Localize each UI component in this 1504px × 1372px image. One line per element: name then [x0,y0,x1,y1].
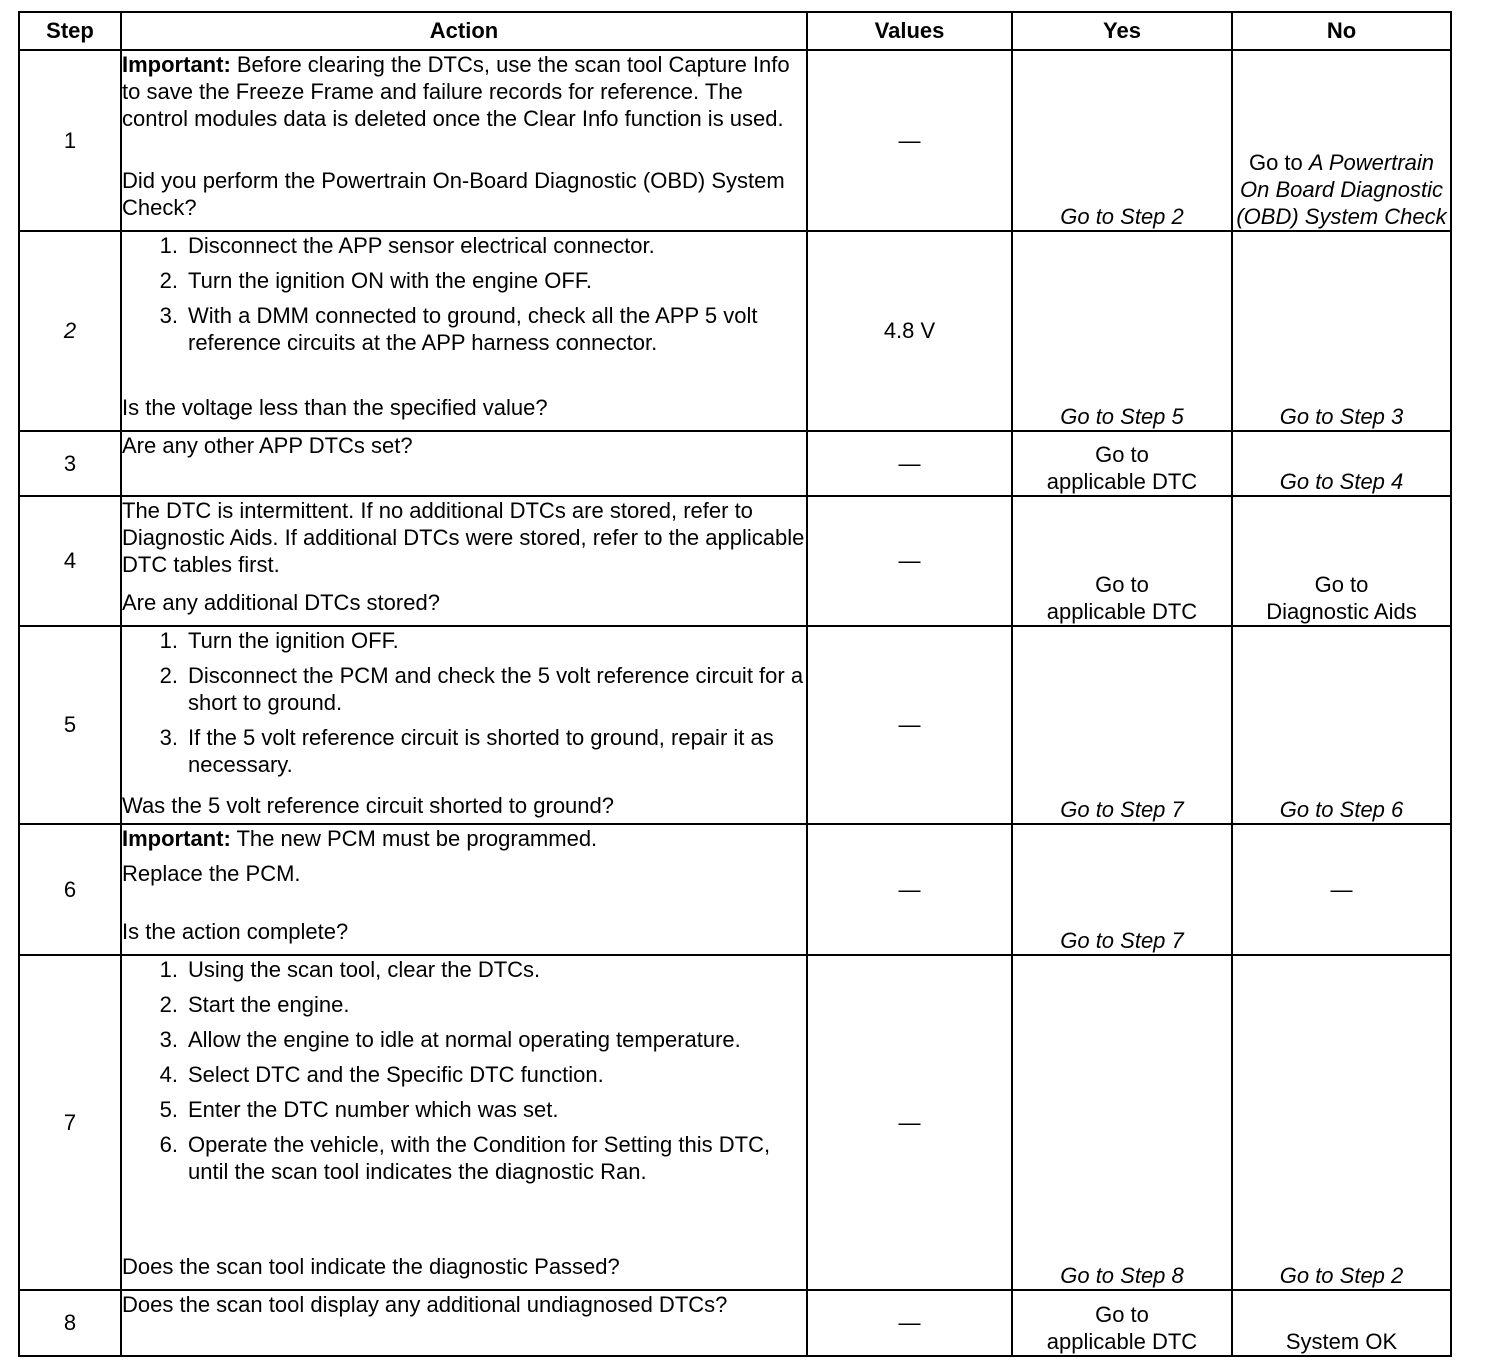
values-cell: — [807,824,1012,955]
header-no: No [1232,12,1451,50]
header-step: Step [19,12,121,50]
action-cell [121,231,807,431]
important-text: The new PCM must be programmed. [230,826,598,851]
action-question: Does the scan tool display any additional undiagnosed DTCs? [122,1292,728,1317]
no-cell: Go to Step 4 [1232,431,1451,496]
yes-cell: Go to Step 5 [1012,231,1232,431]
yes-cell: Go to applicable DTC [1012,1290,1232,1356]
header-row [19,12,1451,50]
values-cell: 4.8 V [807,231,1012,431]
action-question: Is the action complete? [122,919,349,944]
no-cell: Go to Diagnostic Aids [1232,496,1451,626]
list-item: 2. Turn the ignition ON with the engine OFF. [159,268,592,293]
yes-cell: Go to applicable DTC [1012,431,1232,496]
step-number: 3 [19,431,121,496]
action-question: Are any other APP DTCs set? [122,433,413,458]
action-question: Is the voltage less than the specified value? [122,395,548,420]
yes-cell: Go to Step 7 [1012,824,1232,955]
list-item: 1. Turn the ignition OFF. [159,628,399,653]
values-cell: — [807,1290,1012,1356]
list-item: 2. Start the engine. [159,992,350,1017]
important-note [122,51,806,132]
yes-cell: Go to applicable DTC [1012,496,1232,626]
important-note [122,825,806,852]
table-row [19,431,1451,496]
action-question: Was the 5 volt reference circuit shorted to ground? [122,793,614,818]
header-yes: Yes [1012,12,1232,50]
action-text: Replace the PCM. [122,861,301,886]
values-cell: — [807,431,1012,496]
no-cell: Go to Step 6 [1232,626,1451,824]
values-cell: — [807,50,1012,231]
values-cell: — [807,626,1012,824]
action-question: Does the scan tool indicate the diagnostic Passed? [122,1254,620,1279]
step-number: 2 [19,231,121,431]
yes-cell: Go to Step 2 [1012,50,1232,231]
step-number: 7 [19,955,121,1290]
action-cell [121,824,807,955]
list-item: 6. Operate the vehicle, with the Condition for Setting this DTC, until the scan tool indicates the diagnostic Ran. [159,1132,771,1184]
action-cell [121,50,807,231]
table-row [19,50,1451,231]
header-values: Values [807,12,1012,50]
list-item: 5. Enter the DTC number which was set. [159,1097,559,1122]
no-cell: — [1232,824,1451,955]
table-row [19,1290,1451,1356]
action-question: Are any additional DTCs stored? [122,590,440,615]
action-cell [121,626,807,824]
action-cell [121,431,807,496]
action-text: The DTC is intermittent. If no additional DTCs are stored, refer to Diagnostic Aids. If additional DTCs were stored, refer to the applicable DTC tables first. [122,498,805,577]
list-item: 4. Select DTC and the Specific DTC function. [159,1062,604,1087]
yes-cell: Go to Step 7 [1012,626,1232,824]
table-row [19,626,1451,824]
list-item: 2. Disconnect the PCM and check the 5 volt reference circuit for a short to ground. [159,663,804,715]
no-cell [1232,50,1451,231]
important-label: Important: [122,826,231,851]
important-text: Before clearing the DTCs, use the scan tool Capture Info to save the Freeze Frame and failure records for reference. The control modules data is deleted once the Clear Info function is used. [122,52,790,131]
step-number: 1 [19,50,121,231]
list-item: 3. With a DMM connected to ground, check all the APP 5 volt reference circuits at the APP harness connector. [159,303,758,355]
no-cell: Go to Step 2 [1232,955,1451,1290]
action-list [122,627,806,786]
action-list [122,956,806,1193]
diagnostic-table [18,11,1452,1357]
table-row [19,496,1451,626]
values-cell: — [807,955,1012,1290]
list-item: 1. Using the scan tool, clear the DTCs. [159,957,541,982]
table-row [19,231,1451,431]
important-label: Important: [122,52,231,77]
action-list [122,232,806,364]
header-action: Action [121,12,807,50]
yes-cell: Go to Step 8 [1012,955,1232,1290]
action-cell [121,496,807,626]
action-cell [121,1290,807,1356]
step-number: 6 [19,824,121,955]
action-question: Did you perform the Powertrain On-Board Diagnostic (OBD) System Check? [122,168,785,220]
list-item: 1. Disconnect the APP sensor electrical connector. [159,233,655,258]
step-number: 4 [19,496,121,626]
action-cell [121,955,807,1290]
step-number: 5 [19,626,121,824]
list-item: 3. Allow the engine to idle at normal operating temperature. [159,1027,741,1052]
table-row [19,824,1451,955]
list-item: 3. If the 5 volt reference circuit is shorted to ground, repair it as necessary. [159,725,774,777]
table-row [19,955,1451,1290]
no-cell: Go to Step 3 [1232,231,1451,431]
no-cell: System OK [1232,1290,1451,1356]
step-number: 8 [19,1290,121,1356]
no-link-text: A Powertrain On Board Diagnostic (OBD) System Check [1236,150,1447,229]
no-prefix: Go to [1248,150,1309,175]
values-cell: — [807,496,1012,626]
